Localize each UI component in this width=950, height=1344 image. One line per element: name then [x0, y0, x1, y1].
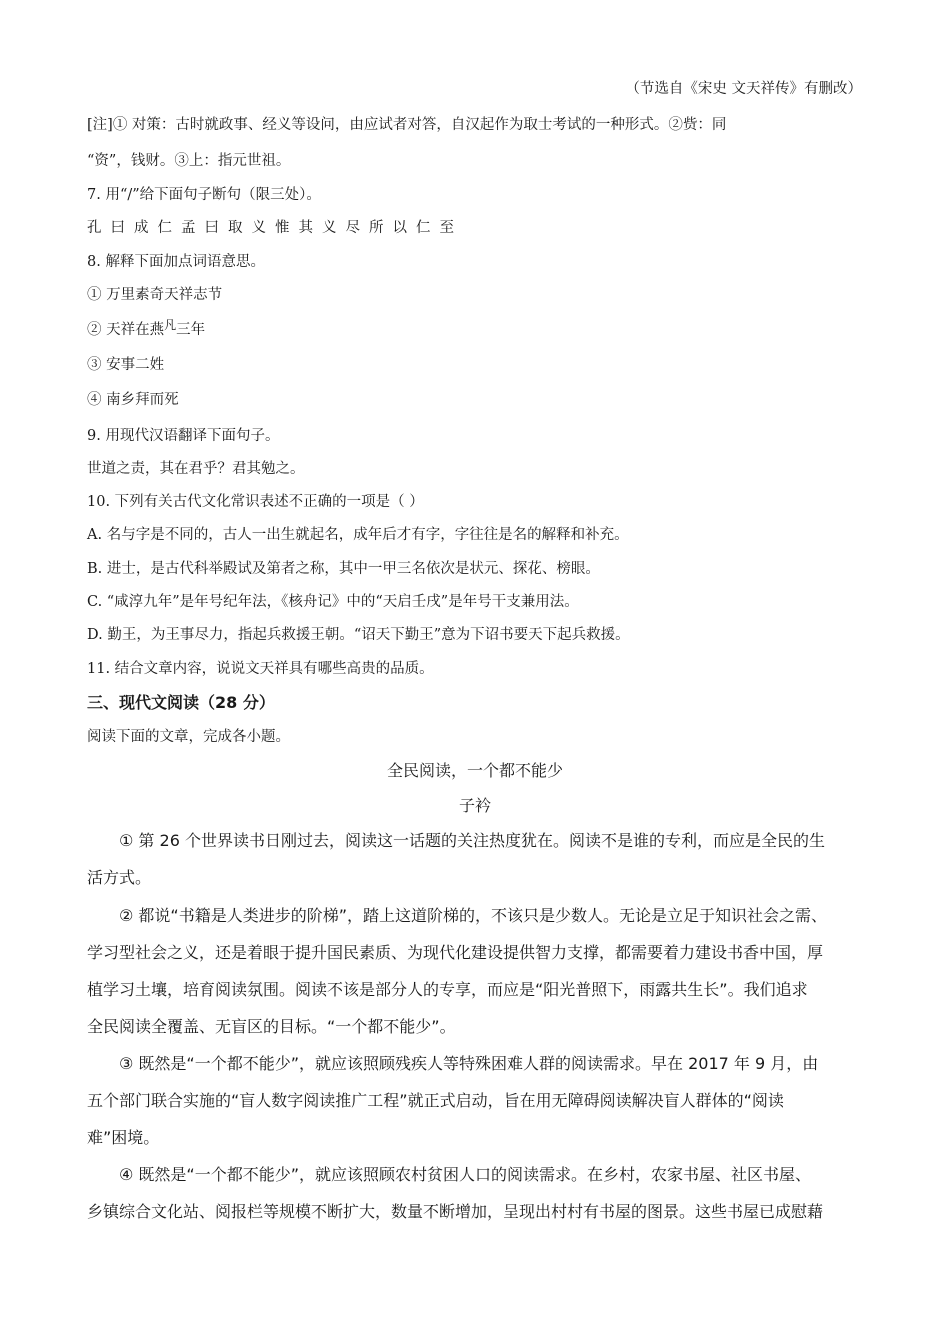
question-10-prompt: 10. 下列有关古代文化常识表述不正确的一项是（ ） [87, 494, 424, 510]
question-8-item-4: ④ 南乡拜而死 [87, 392, 179, 408]
article-line-4: 学习型社会之义，还是着眼于提升国民素质、为现代化建设提供智力支撑，都需要着力建设书香中国，厚 [87, 943, 824, 962]
question-8-item-2-mark: 凡 [164, 318, 177, 332]
source-note: （节选自《宋史 文天祥传》有删改） [625, 81, 862, 97]
question-10-option-d: D. 勤王，为王事尽力，指起兵救援王朝。“诏天下勤王”意为下诏书要天下起兵救援。 [87, 627, 630, 643]
question-10-option-c: C. “咸淳九年”是年号纪年法，《核舟记》中的“天启壬戌”是年号干支兼用法。 [87, 594, 579, 610]
article-line-10: ④ 既然是“一个都不能少”，就应该照顾农村贫困人口的阅读需求。在乡村，农家书屋、社区书屋、 [119, 1165, 812, 1184]
question-7-text: 孔曰成仁孟曰取义惟其义尽所以仁至 [87, 220, 463, 236]
article-line-1: ① 第 26 个世界读书日刚过去，阅读这一话题的关注热度犹在。阅读不是谁的专利，而应是全民的生 [119, 831, 825, 850]
question-8-item-1: ① 万里素奇天祥志节 [87, 287, 223, 303]
question-8-prompt: 8. 解释下面加点词语意思。 [87, 254, 265, 270]
question-8-item-3: ③ 安事二姓 [87, 357, 165, 373]
article-line-6: 全民阅读全覆盖、无盲区的目标。“一个都不能少”。 [87, 1017, 456, 1036]
question-7-prompt: 7. 用“/”给下面句子断句（限三处）。 [87, 187, 321, 203]
article-line-5: 植学习土壤，培育阅读氛围。阅读不该是部分人的专享，而应是“阳光普照下，雨露共生长”。我们追求 [87, 980, 808, 999]
section-3-instruction: 阅读下面的文章，完成各小题。 [87, 729, 290, 745]
question-10-option-a: A. 名与字是不同的，古人一出生就起名，成年后才有字，字往往是名的解释和补充。 [87, 527, 629, 543]
article-line-8: 五个部门联合实施的“盲人数字阅读推广工程”就正式启动，旨在用无障碍阅读解决盲人群体的“阅读 [87, 1091, 784, 1110]
annotation-line-2: “资”，钱财。③上：指元世祖。 [87, 153, 291, 169]
article-line-11: 乡镇综合文化站、阅报栏等规模不断扩大，数量不断增加，呈现出村村有书屋的图景。这些书屋已成慰藉 [87, 1202, 824, 1221]
article-line-3: ② 都说“书籍是人类进步的阶梯”，踏上这道阶梯的，不该只是少数人。无论是立足于知识社会之需、 [119, 906, 828, 925]
article-title: 全民阅读，一个都不能少 [386, 761, 563, 780]
article-line-2: 活方式。 [87, 868, 152, 887]
article-line-7: ③ 既然是“一个都不能少”，就应该照顾残疾人等特殊困难人群的阅读需求。早在 2017 年 9 月，由 [119, 1054, 819, 1073]
article-author: 子衿 [458, 796, 491, 815]
article-line-9: 难”困境。 [87, 1128, 160, 1147]
question-8-item-2 [87, 320, 205, 340]
section-3-heading: 三、现代文阅读（28 分） [87, 693, 275, 712]
question-9-prompt: 9. 用现代汉语翻译下面句子。 [87, 428, 280, 444]
question-10-option-b: B. 进士，是古代科举殿试及第者之称，其中一甲三名依次是状元、探花、榜眼。 [87, 561, 600, 577]
annotation-line-1: [注]① 对策：古时就政事、经义等设问，由应试者对答，自汉起作为取士考试的一种形式。②赀：同 [87, 117, 727, 133]
question-11-prompt: 11. 结合文章内容，说说文天祥具有哪些高贵的品质。 [87, 661, 434, 677]
question-9-text: 世道之责，其在君乎？君其勉之。 [87, 461, 305, 477]
question-8-item-2-text: ② 天祥在燕 [87, 322, 165, 338]
question-8-item-2-tail: 三年 [176, 322, 206, 338]
